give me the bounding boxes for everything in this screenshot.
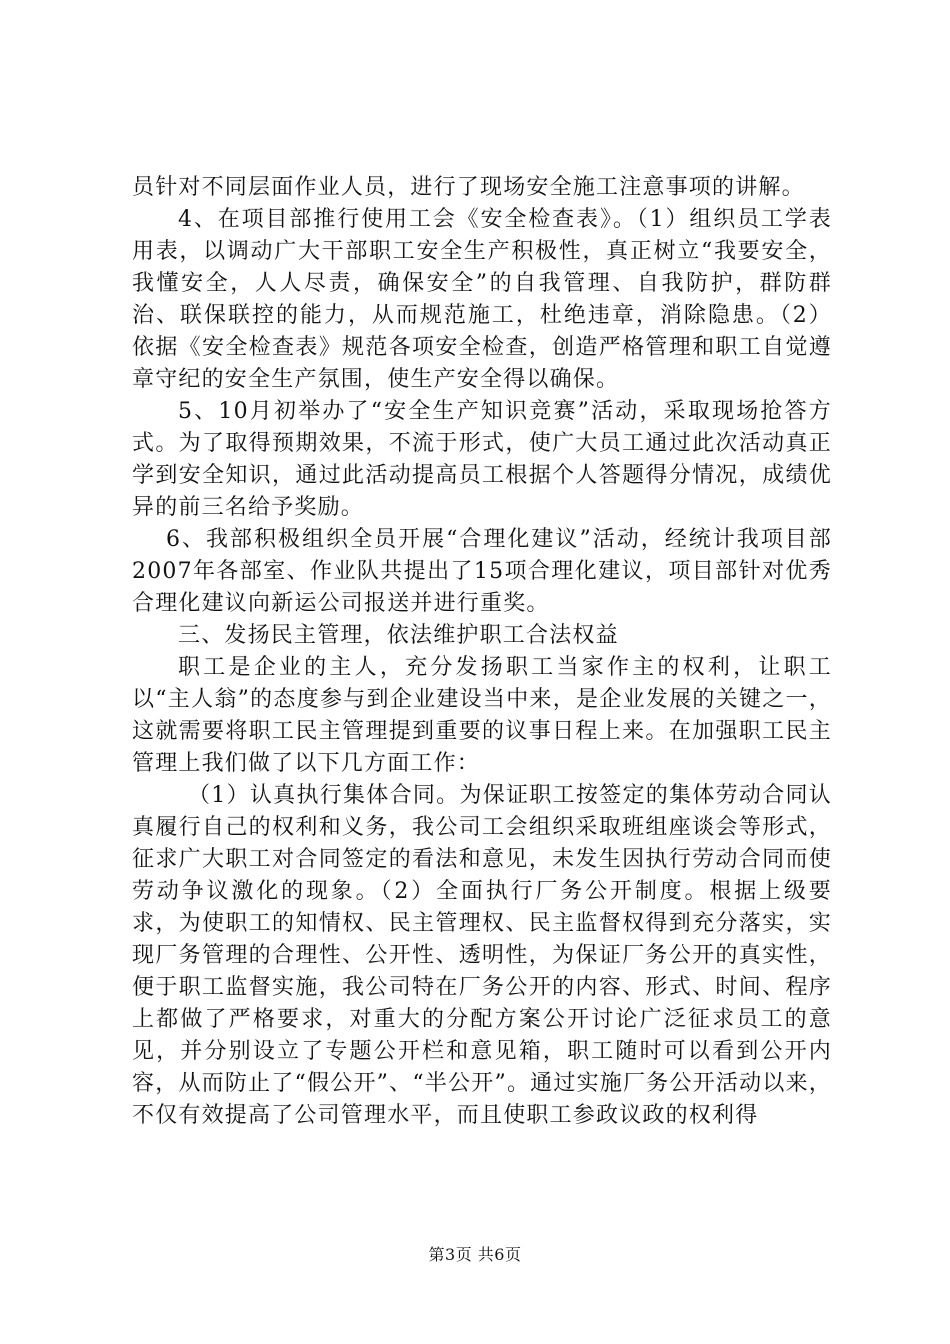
paragraph-continuation: 员针对不同层面作业人员，进行了现场安全施工注意事项的讲解。 (132, 175, 805, 200)
section-heading: 三、发扬民主管理，依法维护职工合法权益 (178, 623, 619, 648)
paragraph-intro: 职工是企业的主人，充分发扬职工当家作主的权利，让职工以“主人翁”的态度参与到企业建设当中来，是企业发展的关键之一，这就需要将职工民主管理提到重要的议事日程上来。在加强职工民主管理上我们做了以下几方面工作： (132, 655, 832, 776)
paragraph-item-6: 6、我部积极组织全员开展“合理化建议”活动，经统计我项目部2007年各部室、作业队共提出了15项合理化建议，项目部针对优秀合理化建议向新运公司报送并进行重奖。 (132, 527, 832, 616)
document-body (132, 172, 832, 1132)
page-number: 第3页 共6页 (428, 1245, 522, 1264)
paragraph-item-4: 4、在项目部推行使用工会《安全检查表》。（1）组织员工学表用表，以调动广大干部职工安全生产积极性，真正树立“我要安全，我懂安全，人人尽责，确保安全”的自我管理、自我防护，群防群治、联保联控的能力，从而规范施工，杜绝违章，消除隐患。（2）依据《安全检查表》规范各项安全检查，创造严格管理和职工自觉遵章守纪的安全生产氛围，使生产安全得以确保。 (132, 207, 832, 392)
paragraph-measures: （1）认真执行集体合同。为保证职工按签定的集体劳动合同认真履行自己的权利和义务，我公司工会组织采取班组座谈会等形式，征求广大职工对合同签定的看法和意见，未发生因执行劳动合同而使劳动争议激化的现象。（2）全面执行厂务公开制度。根据上级要求，为使职工的知情权、民主管理权、民主监督权得到充分落实，实现厂务管理的合理性、公开性、透明性，为保证厂务公开的真实性，便于职工监督实施，我公司特在厂务公开的内容、形式、时间、程序上都做了严格要求，对重大的分配方案公开讨论广泛征求员工的意见，并分别设立了专题公开栏和意见箱，职工随时可以看到公开内容，从而防止了“假公开”、“半公开”。通过实施厂务公开活动以来，不仅有效提高了公司管理水平，而且使职工参政议政的权利得 (132, 783, 832, 1128)
paragraph-item-5: 5、10月初举办了“安全生产知识竞赛”活动，采取现场抢答方式。为了取得预期效果，不流于形式，使广大员工通过此次活动真正学到安全知识，通过此活动提高员工根据个人答题得分情况，成绩优异的前三名给予奖励。 (132, 399, 832, 520)
